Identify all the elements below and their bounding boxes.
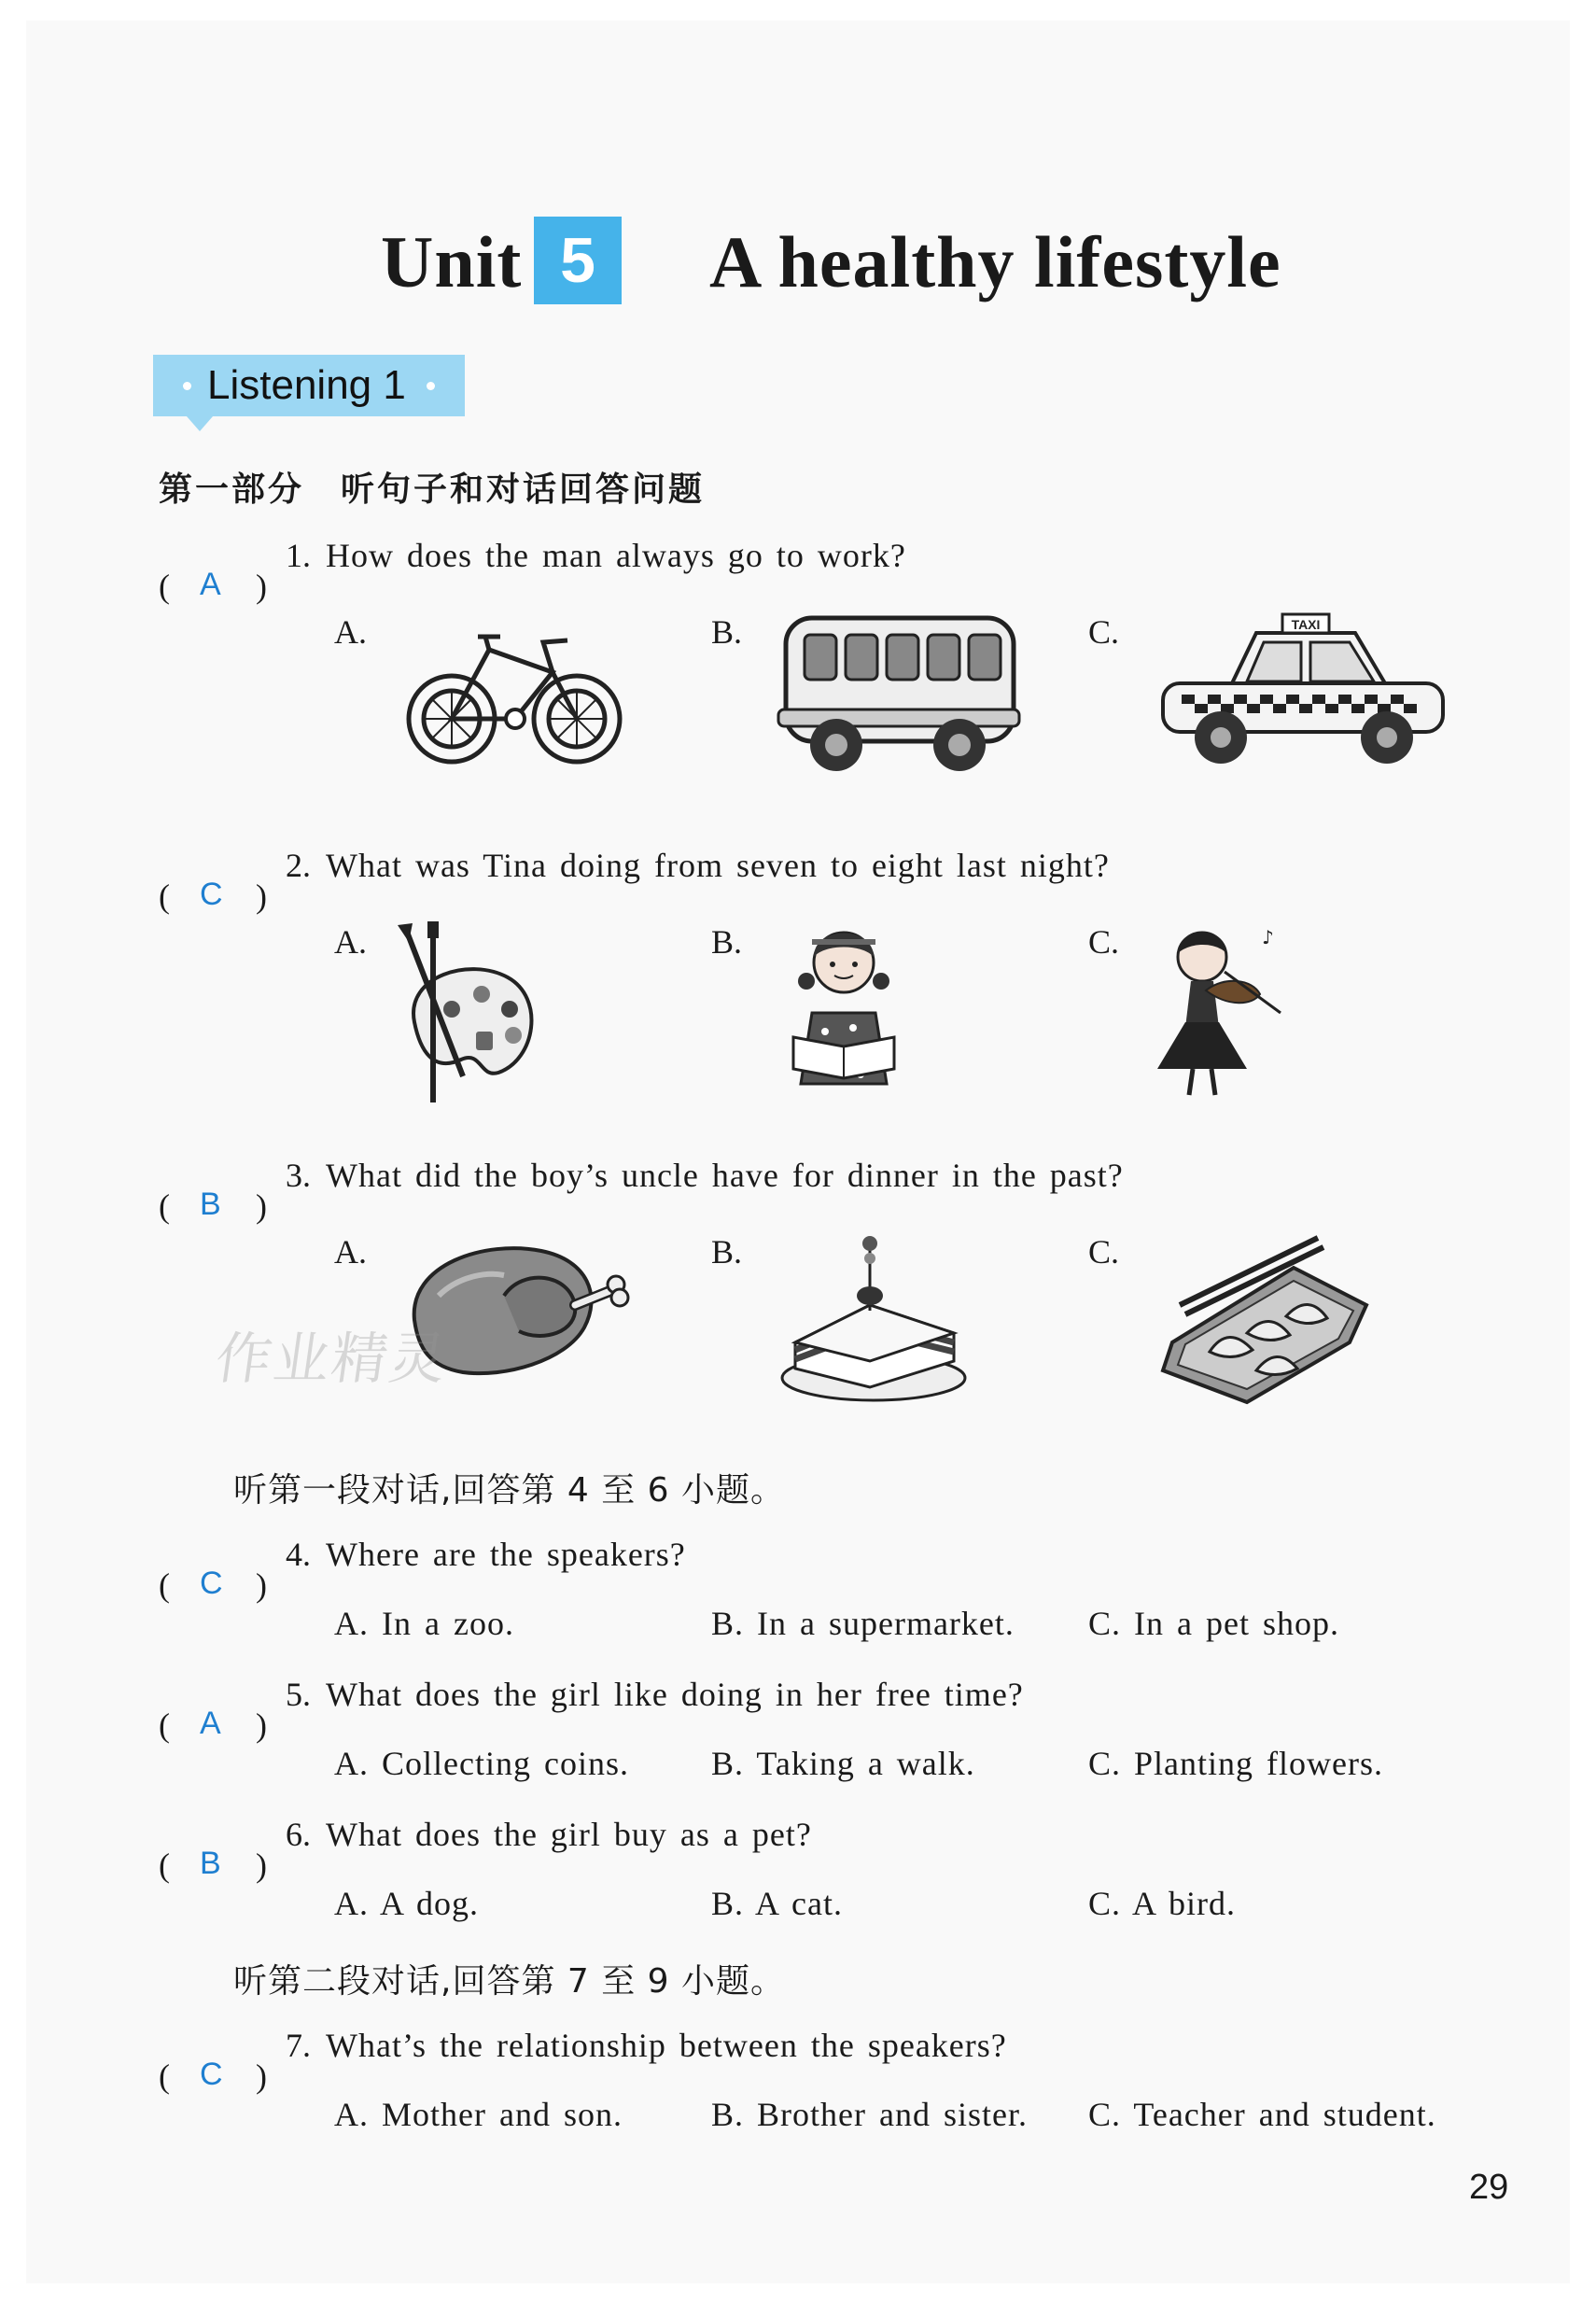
question-number: 4.: [286, 1536, 311, 1573]
option-letter: A.: [334, 1233, 367, 1271]
question-number: 3.: [286, 1157, 311, 1194]
option-letter: A.: [334, 923, 367, 961]
question-text: What’s the relationship between the speakers?: [326, 2027, 1007, 2064]
option-b: B. Brother and sister.: [711, 2096, 1028, 2133]
section-tag-label: Listening 1: [207, 362, 406, 408]
answer-5: A: [200, 1706, 221, 1741]
option-b: B. In a supermarket.: [711, 1605, 1015, 1642]
option-letter: B.: [711, 613, 743, 651]
question-1: ( A ) 1. How does the man always go to work?: [159, 537, 906, 605]
page-number: 29: [1469, 2168, 1509, 2207]
question-number: 2.: [286, 847, 311, 884]
watermark-text: 作业精灵: [211, 1327, 453, 1392]
answer-1: A: [200, 567, 221, 602]
question-text: What does the girl like doing in her free time?: [326, 1676, 1024, 1713]
tag-dot-left: [183, 382, 191, 390]
question-text: How does the man always go to work?: [326, 537, 906, 574]
question-number: 5.: [286, 1676, 311, 1713]
question-number: 7.: [286, 2027, 311, 2064]
unit-title: [0, 220, 1596, 332]
option-a: A. A dog.: [334, 1885, 480, 1922]
question-4: ( C ) 4. Where are the speakers?: [159, 1536, 686, 1604]
answer-6: B: [200, 1846, 221, 1881]
part-title: 第一部分 听句子和对话回答问题: [159, 470, 706, 509]
option-c: C. Planting flowers.: [1088, 1745, 1383, 1782]
question-text: What did the boy’s uncle have for dinner in the past?: [326, 1157, 1124, 1194]
music-note-icon: ♪: [1262, 926, 1274, 948]
unit-name: A healthy lifestyle: [709, 221, 1281, 302]
bicycle-icon: [403, 616, 627, 775]
girl-violin-icon: [1150, 920, 1290, 1106]
dumplings-icon: [1154, 1230, 1378, 1408]
option-b: B. Taking a walk.: [711, 1745, 975, 1782]
unit-word: Unit: [381, 221, 523, 302]
question-text: Where are the speakers?: [326, 1536, 686, 1573]
answer-3: B: [200, 1187, 221, 1222]
option-letter: C.: [1088, 923, 1120, 961]
answer-7: C: [200, 2057, 223, 2092]
unit-number-badge: 5: [534, 217, 622, 304]
question-2: ( C ) 2. What was Tina doing from seven to eight last night?: [159, 847, 1110, 915]
question-text: What was Tina doing from seven to eight last night?: [326, 847, 1110, 884]
option-letter: B.: [711, 923, 743, 961]
option-c: C. In a pet shop.: [1088, 1605, 1339, 1642]
question-5: ( A ) 5. What does the girl like doing in her free time?: [159, 1676, 1024, 1744]
taxi-sign-text: TAXI: [1291, 617, 1321, 632]
question-7: ( C ) 7. What’s the relationship between the speakers?: [159, 2027, 1007, 2095]
girl-reading-icon: [778, 920, 909, 1097]
option-c: C. A bird.: [1088, 1885, 1237, 1922]
option-letter: A.: [334, 613, 367, 651]
question-number: 1.: [286, 537, 311, 574]
section-note-1: 听第一段对话,回答第 4 至 6 小题。: [233, 1471, 786, 1510]
option-a: A. Collecting coins.: [334, 1745, 629, 1782]
option-letter: B.: [711, 1233, 743, 1271]
question-number: 6.: [286, 1816, 311, 1853]
bus-icon: [773, 607, 1025, 779]
taxi-icon: [1154, 605, 1452, 773]
option-letter: C.: [1088, 613, 1120, 651]
section-note-2: 听第二段对话,回答第 7 至 9 小题。: [233, 1962, 786, 2001]
question-6: ( B ) 6. What does the girl buy as a pet?: [159, 1816, 812, 1884]
option-letter: C.: [1088, 1233, 1120, 1271]
option-b: B. A cat.: [711, 1885, 843, 1922]
section-tag: [153, 355, 465, 416]
tag-dot-right: [427, 382, 435, 390]
answer-2: C: [200, 877, 223, 912]
question-3: ( B ) 3. What did the boy’s uncle have for dinner in the past?: [159, 1157, 1124, 1225]
sandwich-icon: [777, 1230, 973, 1408]
paint-palette-icon: [396, 920, 554, 1106]
option-a: A. In a zoo.: [334, 1605, 514, 1642]
question-text: What does the girl buy as a pet?: [326, 1816, 812, 1853]
option-a: A. Mother and son.: [334, 2096, 623, 2133]
answer-4: C: [200, 1566, 223, 1601]
tag-tail: [187, 416, 213, 431]
option-c: C. Teacher and student.: [1088, 2096, 1436, 2133]
